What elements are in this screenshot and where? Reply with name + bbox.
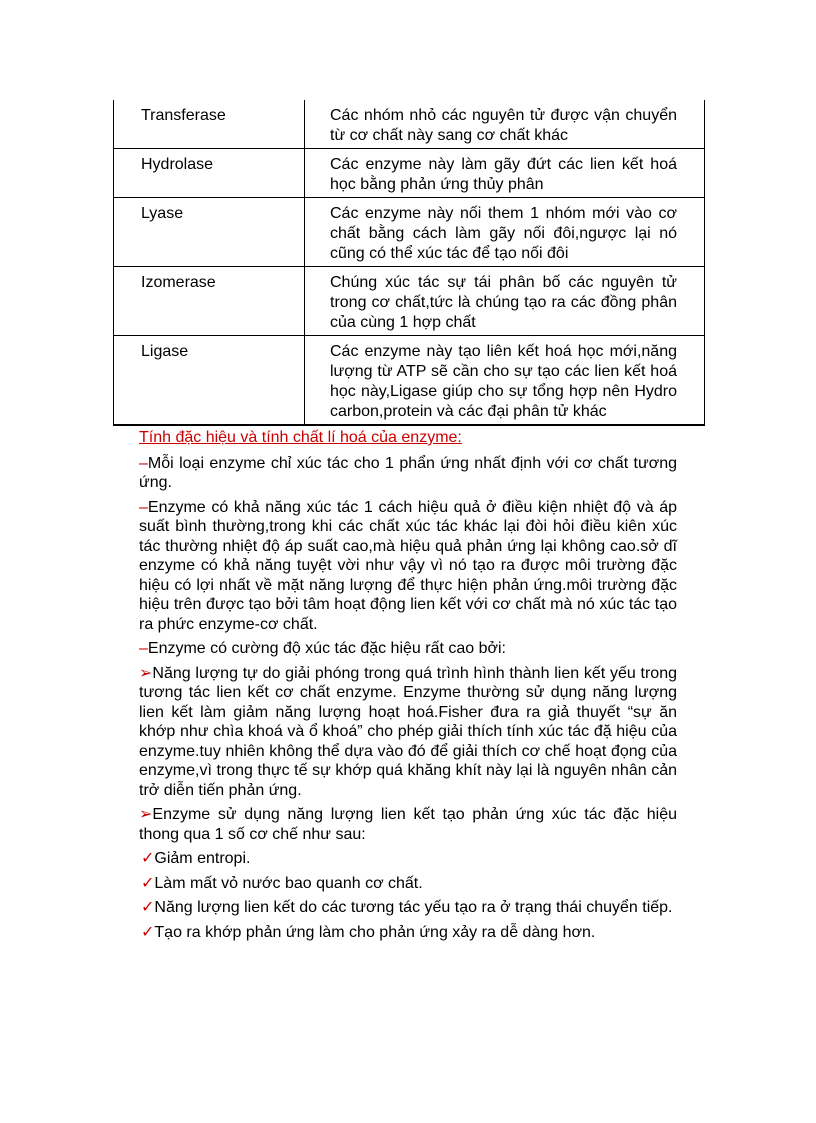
arrow-bullet-icon: ➢: [139, 806, 153, 823]
arrow-item-2: [139, 805, 677, 844]
arrow-item-text: Enzyme sử dụng năng lượng lien kết tạo phản ứng xúc tác đặc hiệu thong qua 1 số cơ chế như sau:: [139, 806, 677, 843]
section-body: [139, 428, 677, 947]
paragraph-1: [139, 454, 677, 493]
dash-bullet-icon: –: [139, 498, 148, 516]
enzyme-name: Ligase: [114, 336, 305, 426]
check-item-4: [139, 923, 677, 943]
enzyme-description: Các nhóm nhỏ các nguyên tử được vận chuyển từ cơ chất này sang cơ chất khác: [305, 100, 705, 149]
paragraph-text: Enzyme có cường độ xúc tác đặc hiệu rất cao bởi:: [147, 640, 506, 657]
enzyme-name: Lyase: [114, 198, 305, 267]
check-bullet-icon: ✓: [141, 923, 155, 941]
enzyme-description: Chúng xúc tác sự tái phân bố các nguyên tử trong cơ chất,tức là chúng tạo ra các đồng phân của cùng 1 hợp chất: [305, 267, 705, 336]
enzyme-name: Hydrolase: [114, 149, 305, 198]
enzyme-class-table: [113, 100, 705, 426]
check-bullet-icon: ✓: [141, 874, 155, 892]
dash-bullet-icon: –: [139, 640, 148, 657]
table-row: [114, 336, 705, 426]
check-bullet-icon: ✓: [141, 850, 155, 867]
table-row: [114, 198, 705, 267]
paragraph-text: Enzyme có khả năng xúc tác 1 cách hiệu quả ở điều kiện nhiệt độ và áp suất bình thường,trong khi các chất xúc tác khác lại đòi hỏi điều kiên xúc tác thường nhiệt độ áp suất cao,mà hiệu quả phản ứng lại không cao.sở dĩ enzyme có khả năng tuyệt vời như vậy vì nó tạo ra được môi trường đặc hiệu có lợi nhất về mặt năng lượng để thực hiện phản ứng.môi trường đặc hiệu trên được tạo bởi tâm hoạt động lien kết với cơ chất mà nó xúc tác tạo ra phức enzyme-cơ chất.: [139, 498, 677, 633]
check-item-text: Giảm entropi.: [154, 850, 251, 867]
check-item-text: Làm mất vỏ nước bao quanh cơ chất.: [154, 874, 423, 892]
section-heading: Tính đặc hiệu và tính chất lí hoá của enzyme:: [139, 429, 462, 446]
table-row: [114, 149, 705, 198]
enzyme-description: Các enzyme này nối them 1 nhóm mới vào cơ chất bằng cách làm gãy nối đôi,ngược lại nó cũng có thể xúc tác để tạo nối đôi: [305, 198, 705, 267]
paragraph-2: [139, 498, 677, 635]
arrow-item-1: [139, 664, 677, 801]
table-row: [114, 100, 705, 149]
check-item-text: Năng lượng lien kết do các tương tác yếu tạo ra ở trạng thái chuyển tiếp.: [154, 899, 673, 916]
check-item-2: [139, 874, 677, 894]
check-item-3: [139, 898, 677, 918]
table-row: [114, 267, 705, 336]
arrow-bullet-icon: ➢: [139, 664, 153, 682]
enzyme-name: Transferase: [114, 100, 305, 149]
check-bullet-icon: ✓: [141, 899, 155, 916]
enzyme-name: Izomerase: [114, 267, 305, 336]
paragraph-text: Mỗi loại enzyme chỉ xúc tác cho 1 phẩn ứng nhất định với cơ chất tương ứng.: [139, 454, 677, 491]
dash-bullet-icon: –: [139, 454, 148, 472]
paragraph-3: [139, 639, 677, 659]
arrow-item-text: Năng lượng tự do giải phóng trong quá trình hình thành lien kết yếu trong tương tác lien kết cơ chất enzyme. Enzyme thường sử dụng năng lượng lien kết làm giảm năng lượng hoạt hoá.Fisher đưa ra giả thuyết “sự ăn khớp như chìa khoá và ổ khoá” cho phép giải thích tính xúc tác đặ hiệu của enzyme.tuy nhiên không thể dựa vào đó để giải thích cơ chế hoạt đọng của enzyme,vì trong thực tế sự khớp quá khăng khít này lại là nguyên nhân cản trở diễn tiến phản ứng.: [139, 664, 677, 799]
enzyme-description: Các enzyme này tạo liên kết hoá học mới,năng lượng từ ATP sẽ cần cho sự tạo các lien kết hoá học này,Ligase giúp cho sự tổng hợp nên Hydro carbon,protein và các đại phân tử khác: [305, 336, 705, 426]
check-item-1: [139, 849, 677, 869]
enzyme-description: Các enzyme này làm gãy đứt các lien kết hoá học bằng phản ứng thủy phân: [305, 149, 705, 198]
check-item-text: Tạo ra khớp phản ứng làm cho phản ứng xảy ra dễ dàng hơn.: [154, 923, 596, 941]
